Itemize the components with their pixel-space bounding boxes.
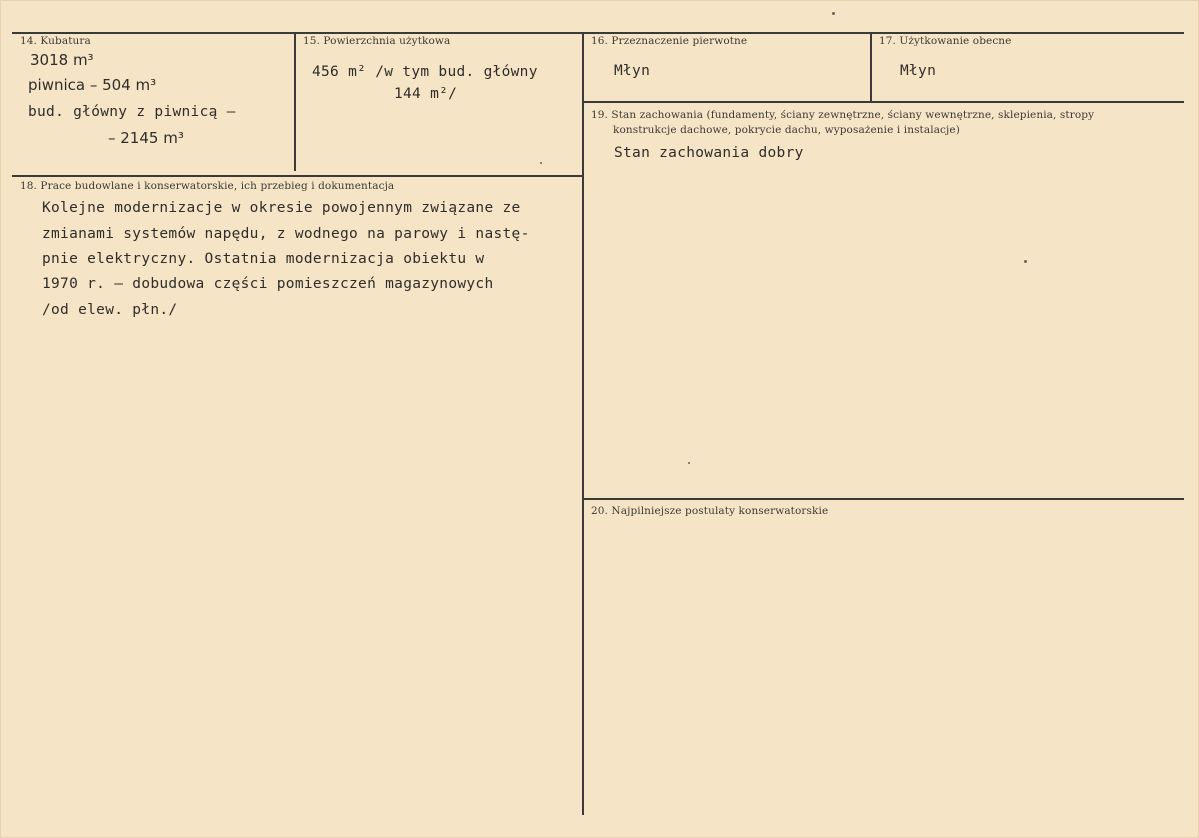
prace-label: 18. Prace budowlane i konserwatorskie, ich przebieg i dokumentacja	[20, 180, 395, 192]
stan-label-line-2: konstrukcje dachowe, pokrycie dachu, wyposażenie i instalacje)	[613, 124, 960, 136]
divider-16-17	[870, 33, 872, 102]
przeznaczenie-label: 16. Przeznaczenie pierwotne	[591, 35, 748, 47]
paper-speck	[688, 462, 690, 464]
stan-label-line-1: 19. Stan zachowania (fundamenty, ściany zewnętrzne, ściany wewnętrzne, sklepienia, stropy	[591, 109, 1095, 121]
kubatura-line-4: – 2145 m³	[108, 129, 184, 147]
divider-row-14-18	[12, 175, 582, 177]
postulaty-label: 20. Najpilniejsze postulaty konserwatorskie	[591, 505, 829, 517]
powierzchnia-line-2: 144 m²/	[394, 86, 458, 102]
kubatura-line-2: piwnica – 504 m³	[28, 76, 157, 94]
powierzchnia-line-1: 456 m² /w tym bud. główny	[312, 64, 538, 80]
divider-14-15	[294, 33, 296, 171]
kubatura-line-1: 3018 m³	[30, 51, 94, 69]
main-vertical-divider	[582, 33, 584, 815]
prace-line-2: zmianami systemów napędu, z wodnego na parowy i nastę-	[42, 226, 530, 242]
prace-line-3: pnie elektryczny. Ostatnia modernizacja obiektu w	[42, 251, 485, 267]
paper-speck	[832, 12, 835, 15]
divider-row-16-19	[583, 101, 1184, 103]
powierzchnia-label: 15. Powierzchnia użytkowa	[303, 35, 451, 47]
kubatura-label: 14. Kubatura	[20, 35, 91, 47]
stan-value: Stan zachowania dobry	[614, 145, 804, 161]
prace-line-5: /od elew. płn./	[42, 302, 178, 318]
uzytkowanie-label: 17. Użytkowanie obecne	[879, 35, 1012, 47]
przeznaczenie-value: Młyn	[614, 63, 651, 79]
paper-speck	[540, 162, 542, 164]
paper-speck	[1024, 260, 1027, 263]
top-border-line	[12, 32, 1184, 34]
divider-row-19-20	[583, 498, 1184, 500]
kubatura-line-3: bud. główny z piwnicą –	[28, 104, 236, 120]
prace-line-4: 1970 r. – dobudowa części pomieszczeń magazynowych	[42, 276, 494, 292]
prace-line-1: Kolejne modernizacje w okresie powojennym związane ze	[42, 200, 521, 216]
uzytkowanie-value: Młyn	[900, 63, 937, 79]
